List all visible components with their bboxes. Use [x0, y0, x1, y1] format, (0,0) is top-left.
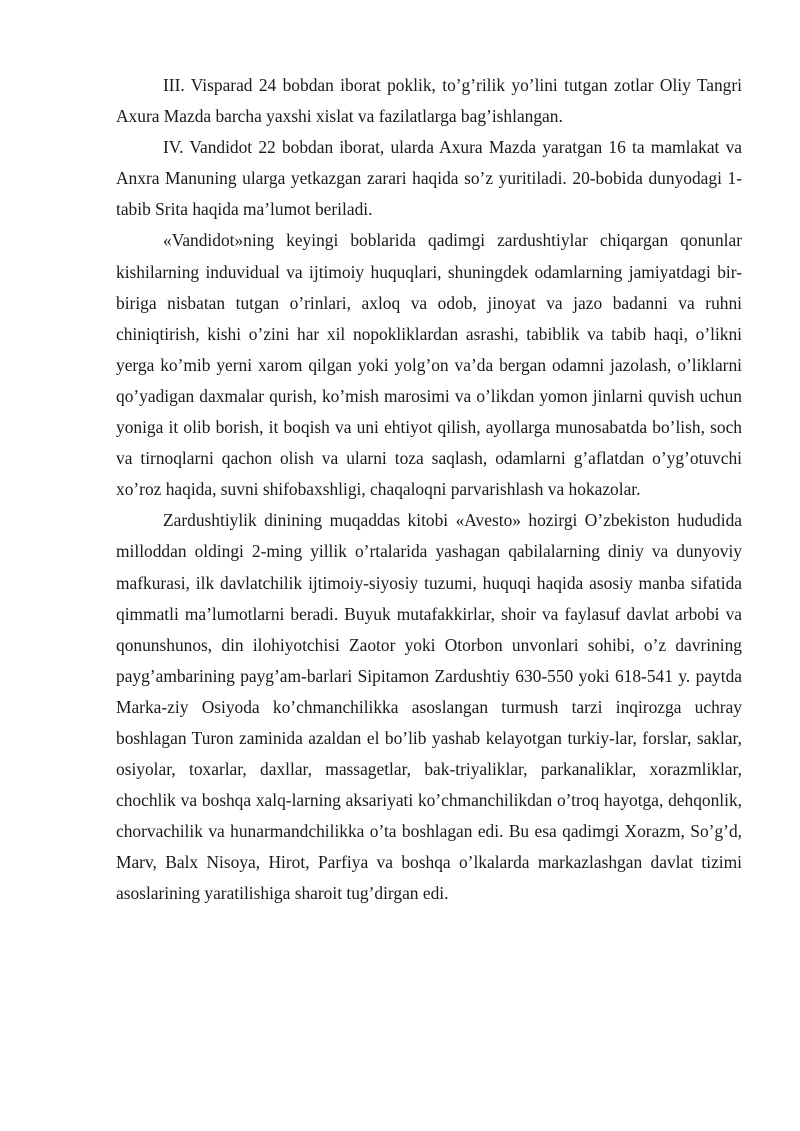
paragraph-vandidot: IV. Vandidot 22 bobdan iborat, ularda Axura Mazda yaratgan 16 ta mamlakat va Anxra Manuning ularga yetkazgan zarari haqida so’z yuritiladi. 20-bobida dunyodagi 1-tabib Srita haqida ma’lumot beriladi. [116, 137, 742, 220]
document-page [116, 70, 742, 910]
paragraph-vandidot-laws: «Vandidot»ning keyingi boblarida qadimgi zardushtiylar chiqargan qonunlar kishilarning induvidual va ijtimoiy huquqlari, shuningdek odamlarning jamiyatdagi bir-biriga nisbatan tutgan o’rinlari, axloq va odob, jinoyat va jazo badanni va ruhni chiniqtirish, kishi o’zini har xil nopokliklardan asrashi, tabiblik va tabib haqi, o’likni yerga ko’mib yerni xarom qilgan yoki yolg’on va’da bergan odamni jazolash, o’liklarni qo’yadigan daxmalar qurish, ko’mish marosimi va o’likdan yomon jinlarni quvish uchun yoniga it olib borish, it boqish va uni ehtiyot qilish, ayollarga munosabatda bo’lish, soch va tirnoqlarni qachon olish va ularni toza saqlash, odamlarni g’aflatdan o’yg’otuvchi xo’roz haqida, suvni shifobaxshligi, chaqaloqni parvarishlash va hokazolar. [116, 230, 742, 500]
paragraph-visparad: III. Visparad 24 bobdan iborat poklik, to’g’rilik yo’lini tutgan zotlar Oliy Tangri Axura Mazda barcha yaxshi xislat va fazilatlarga bag’ishlangan. [116, 75, 742, 127]
paragraph-avesto: Zardushtiylik dinining muqaddas kitobi «Avesto» hozirgi O’zbekiston hududida milloddan oldingi 2-ming yillik o’rtalarida yashagan qabilalarning diniy va dunyoviy mafkurasi, ilk davlatchilik ijtimoiy-siyosiy tuzumi, huquqi haqida asosiy manba sifatida qimmatli ma’lumotlarni beradi. Buyuk mutafakkirlar, shoir va faylasuf davlat arbobi va qonunshunos, din ilohiyotchisi Zaotor yoki Otorbon unvonlari sohibi, o’z davrining payg’ambarining payg’am-barlari Sipitamon Zardushtiy 630-550 yoki 618-541 y. paytda Marka-ziy Osiyoda ko’chmanchilikka asoslangan turmush tarzi inqirozga uchray boshlagan Turon zaminida azaldan el bo’lib yashab kelayotgan turkiy-lar, forslar, saklar, osiyolar, toxarlar, daxllar, massagetlar, bak-triyaliklar, parkanaliklar, xorazmliklar, chochlik va boshqa xalq-larning aksariyati ko’chmanchilikdan o’troq hayotga, dehqonlik, chorvachilik va hunarmandchilikka o’ta boshlagan edi. Bu esa qadimgi Xorazm, So’g’d, Marv, Balx Nisoya, Hirot, Parfiya va boshqa o’lkalarda markazlashgan davlat tizimi asoslarining yaratilishiga sharoit tug’dirgan edi. [116, 510, 742, 904]
